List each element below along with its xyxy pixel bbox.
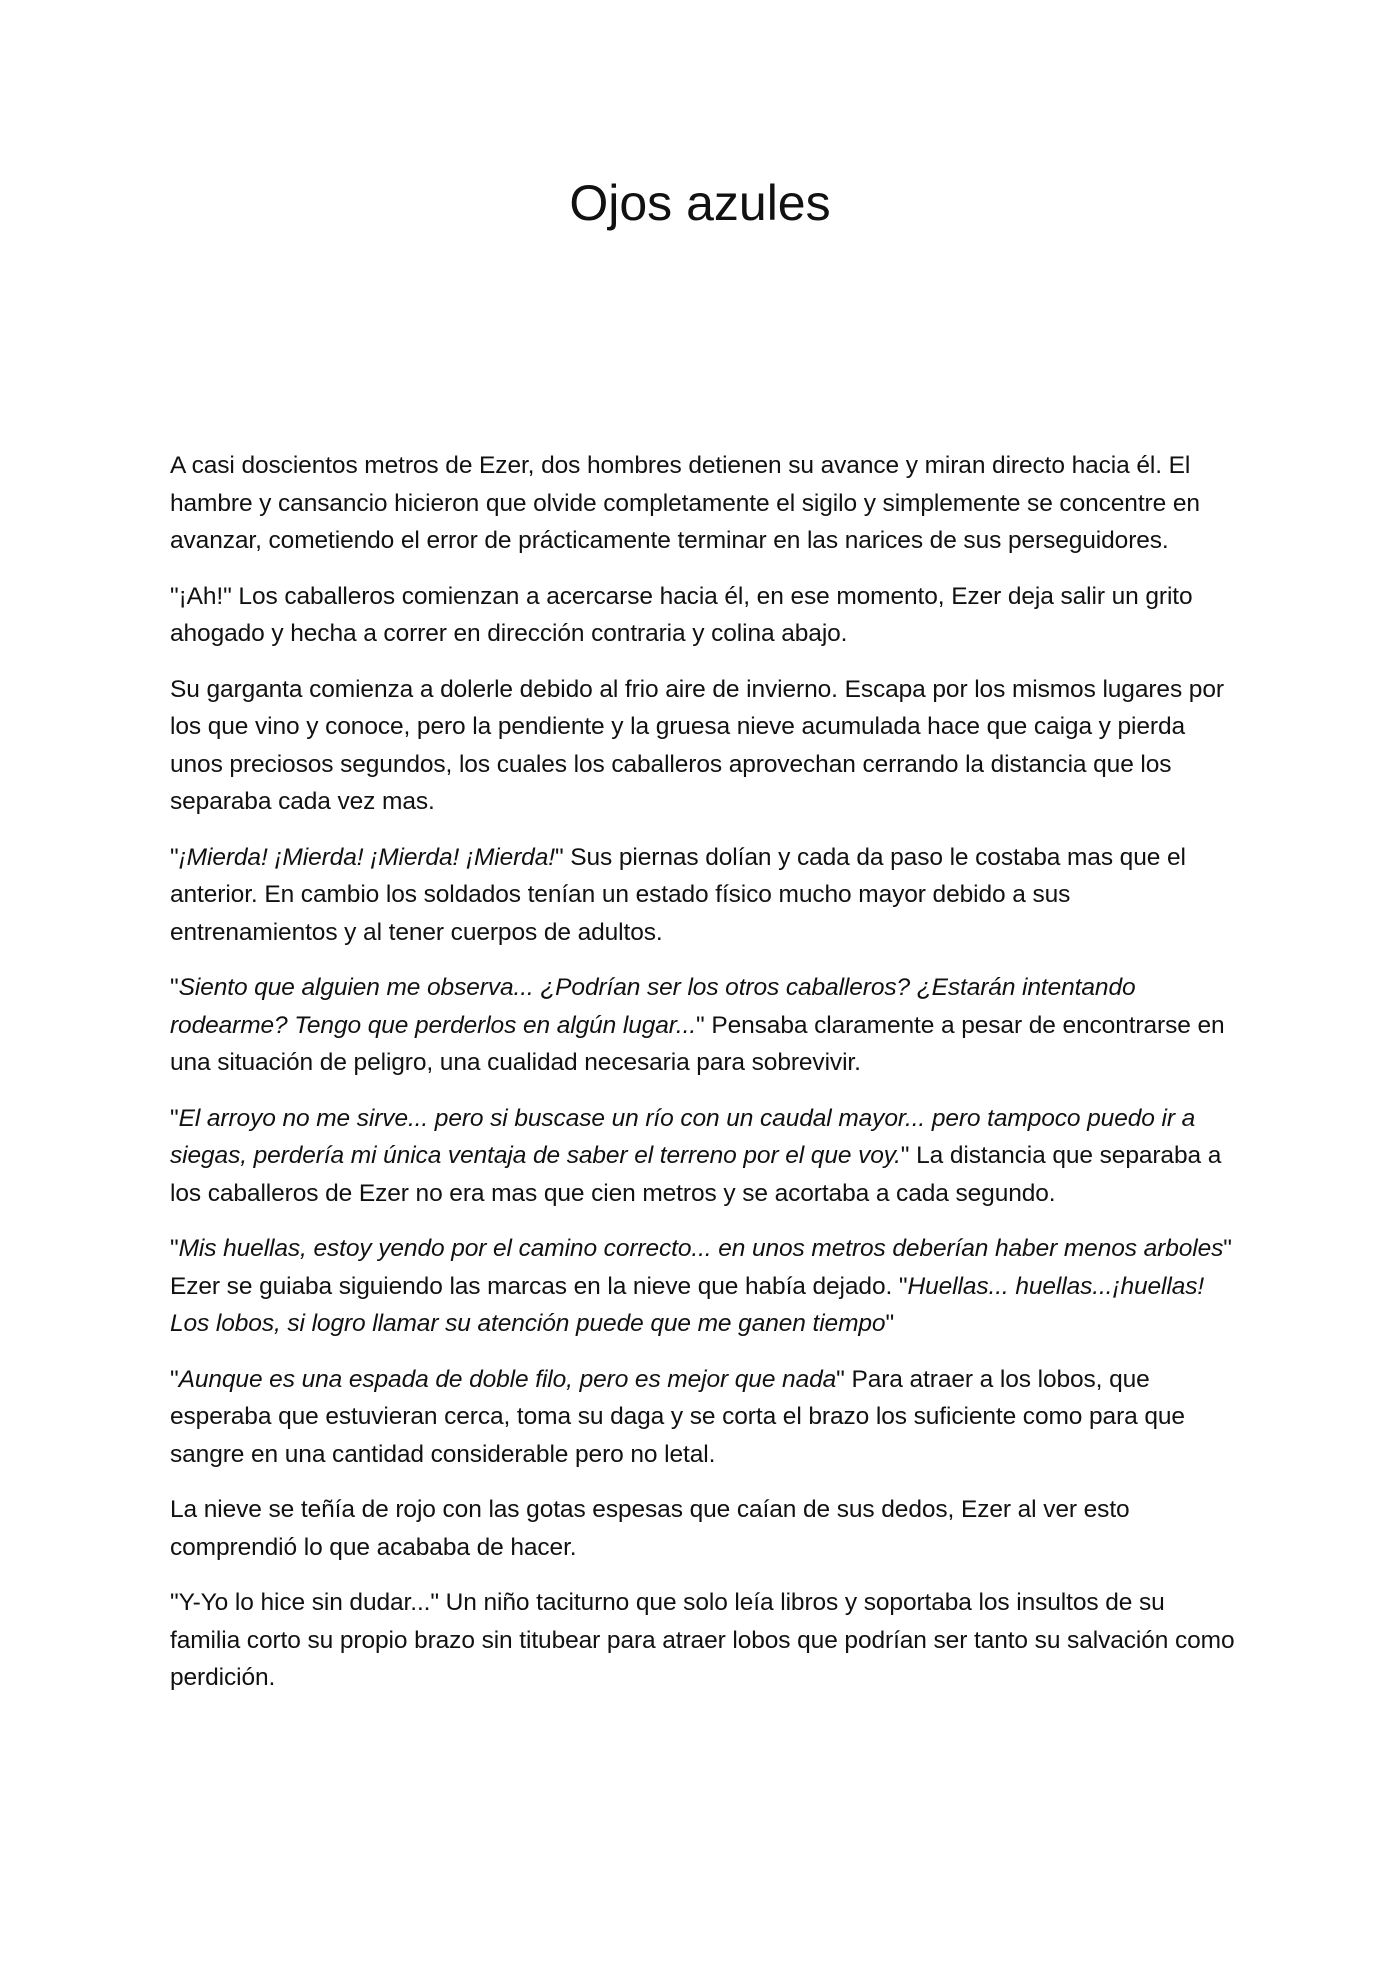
document-body [170, 447, 1236, 1715]
text-run: " La distancia que separaba a los caballeros de Ezer no era mas que cien metros y se acortaba a cada segundo. [170, 1142, 1222, 1207]
paragraph [170, 1361, 1236, 1474]
text-run: " Para atraer a los lobos, que esperaba que estuvieran cerca, toma su daga y se corta el brazo los suficiente como para que sangre en una cantidad considerable pero no letal. [170, 1365, 1185, 1468]
paragraph [170, 1230, 1236, 1343]
paragraph [170, 969, 1236, 1082]
paragraph [170, 671, 1236, 821]
italic-text-run: Mis huellas, estoy yendo por el camino correcto... en unos metros deberían haber menos arboles [178, 1235, 1224, 1262]
text-run: "Y-Yo lo hice sin dudar..." Un niño taciturno que solo leía libros y soportaba los insultos de su familia corto su propio brazo sin titubear para atraer lobos que podrían ser tanto su salvación como perdición. [170, 1589, 1235, 1691]
text-run: "¡Ah!" Los caballeros comienzan a acercarse hacia él, en ese momento, Ezer deja salir un grito ahogado y hecha a correr en dirección contraria y colina abajo. [170, 582, 1193, 647]
text-run: " [170, 974, 179, 1001]
text-run: " Sus piernas dolían y cada da paso le costaba mas que el anterior. En cambio los soldados tenían un estado físico mucho mayor debido a sus entrenamientos y al tener cuerpos de adultos. [170, 843, 1186, 946]
paragraph [170, 1100, 1236, 1213]
text-run: " [885, 1310, 895, 1337]
paragraph [170, 447, 1236, 560]
italic-text-run: El arroyo no me sirve... pero si buscase un río con un caudal mayor... pero tampoco puedo ir a siegas, perdería mi única ventaja de saber el terreno por el que voy. [170, 1104, 1196, 1169]
paragraph [170, 1584, 1236, 1697]
italic-text-run: Aunque es una espada de doble filo, pero es mejor que nada [178, 1365, 837, 1393]
text-run: " Ezer se guiaba siguiendo las marcas en la nieve que había dejado. " [170, 1235, 1232, 1300]
paragraph [170, 1491, 1236, 1566]
text-run: " Pensaba claramente a pesar de encontrarse en una situación de peligro, una cualidad necesaria para sobrevivir. [170, 1011, 1225, 1076]
text-run: Su garganta comienza a dolerle debido al frio aire de invierno. Escapa por los mismos lugares por los que vino y conoce, pero la pendiente y la gruesa nieve acumulada hace que caiga y pierda unos preciosos segundos, los cuales los caballeros aprovechan cerrando la distancia que los separaba cada vez mas. [170, 675, 1224, 815]
document-title: Ojos azules [569, 175, 831, 231]
paragraph [170, 578, 1236, 653]
paragraph [170, 839, 1236, 952]
italic-text-run: Huellas... huellas...¡huellas! Los lobos, si logro llamar su atención puede que me ganen tiempo [170, 1272, 1205, 1337]
italic-text-run: ¡Mierda! ¡Mierda! ¡Mierda! ¡Mierda! [178, 843, 555, 871]
text-run: " [170, 1365, 179, 1393]
text-run: La nieve se teñía de rojo con las gotas espesas que caían de sus dedos, Ezer al ver esto comprendió lo que acababa de hacer. [170, 1496, 1130, 1561]
text-run: " [170, 1104, 179, 1132]
text-run: " [170, 1235, 179, 1262]
text-run: " [170, 843, 179, 871]
italic-text-run: Siento que alguien me observa... ¿Podrían ser los otros caballeros? ¿Estarán intentando rodearme? Tengo que perderlos en algún lugar... [170, 974, 1136, 1039]
text-run: A casi doscientos metros de Ezer, dos hombres detienen su avance y miran directo hacia él. El hambre y cansancio hicieron que olvide completamente el sigilo y simplemente se concentre en avanzar, cometiendo el error de prácticamente terminar en las narices de sus perseguidores. [170, 452, 1200, 554]
